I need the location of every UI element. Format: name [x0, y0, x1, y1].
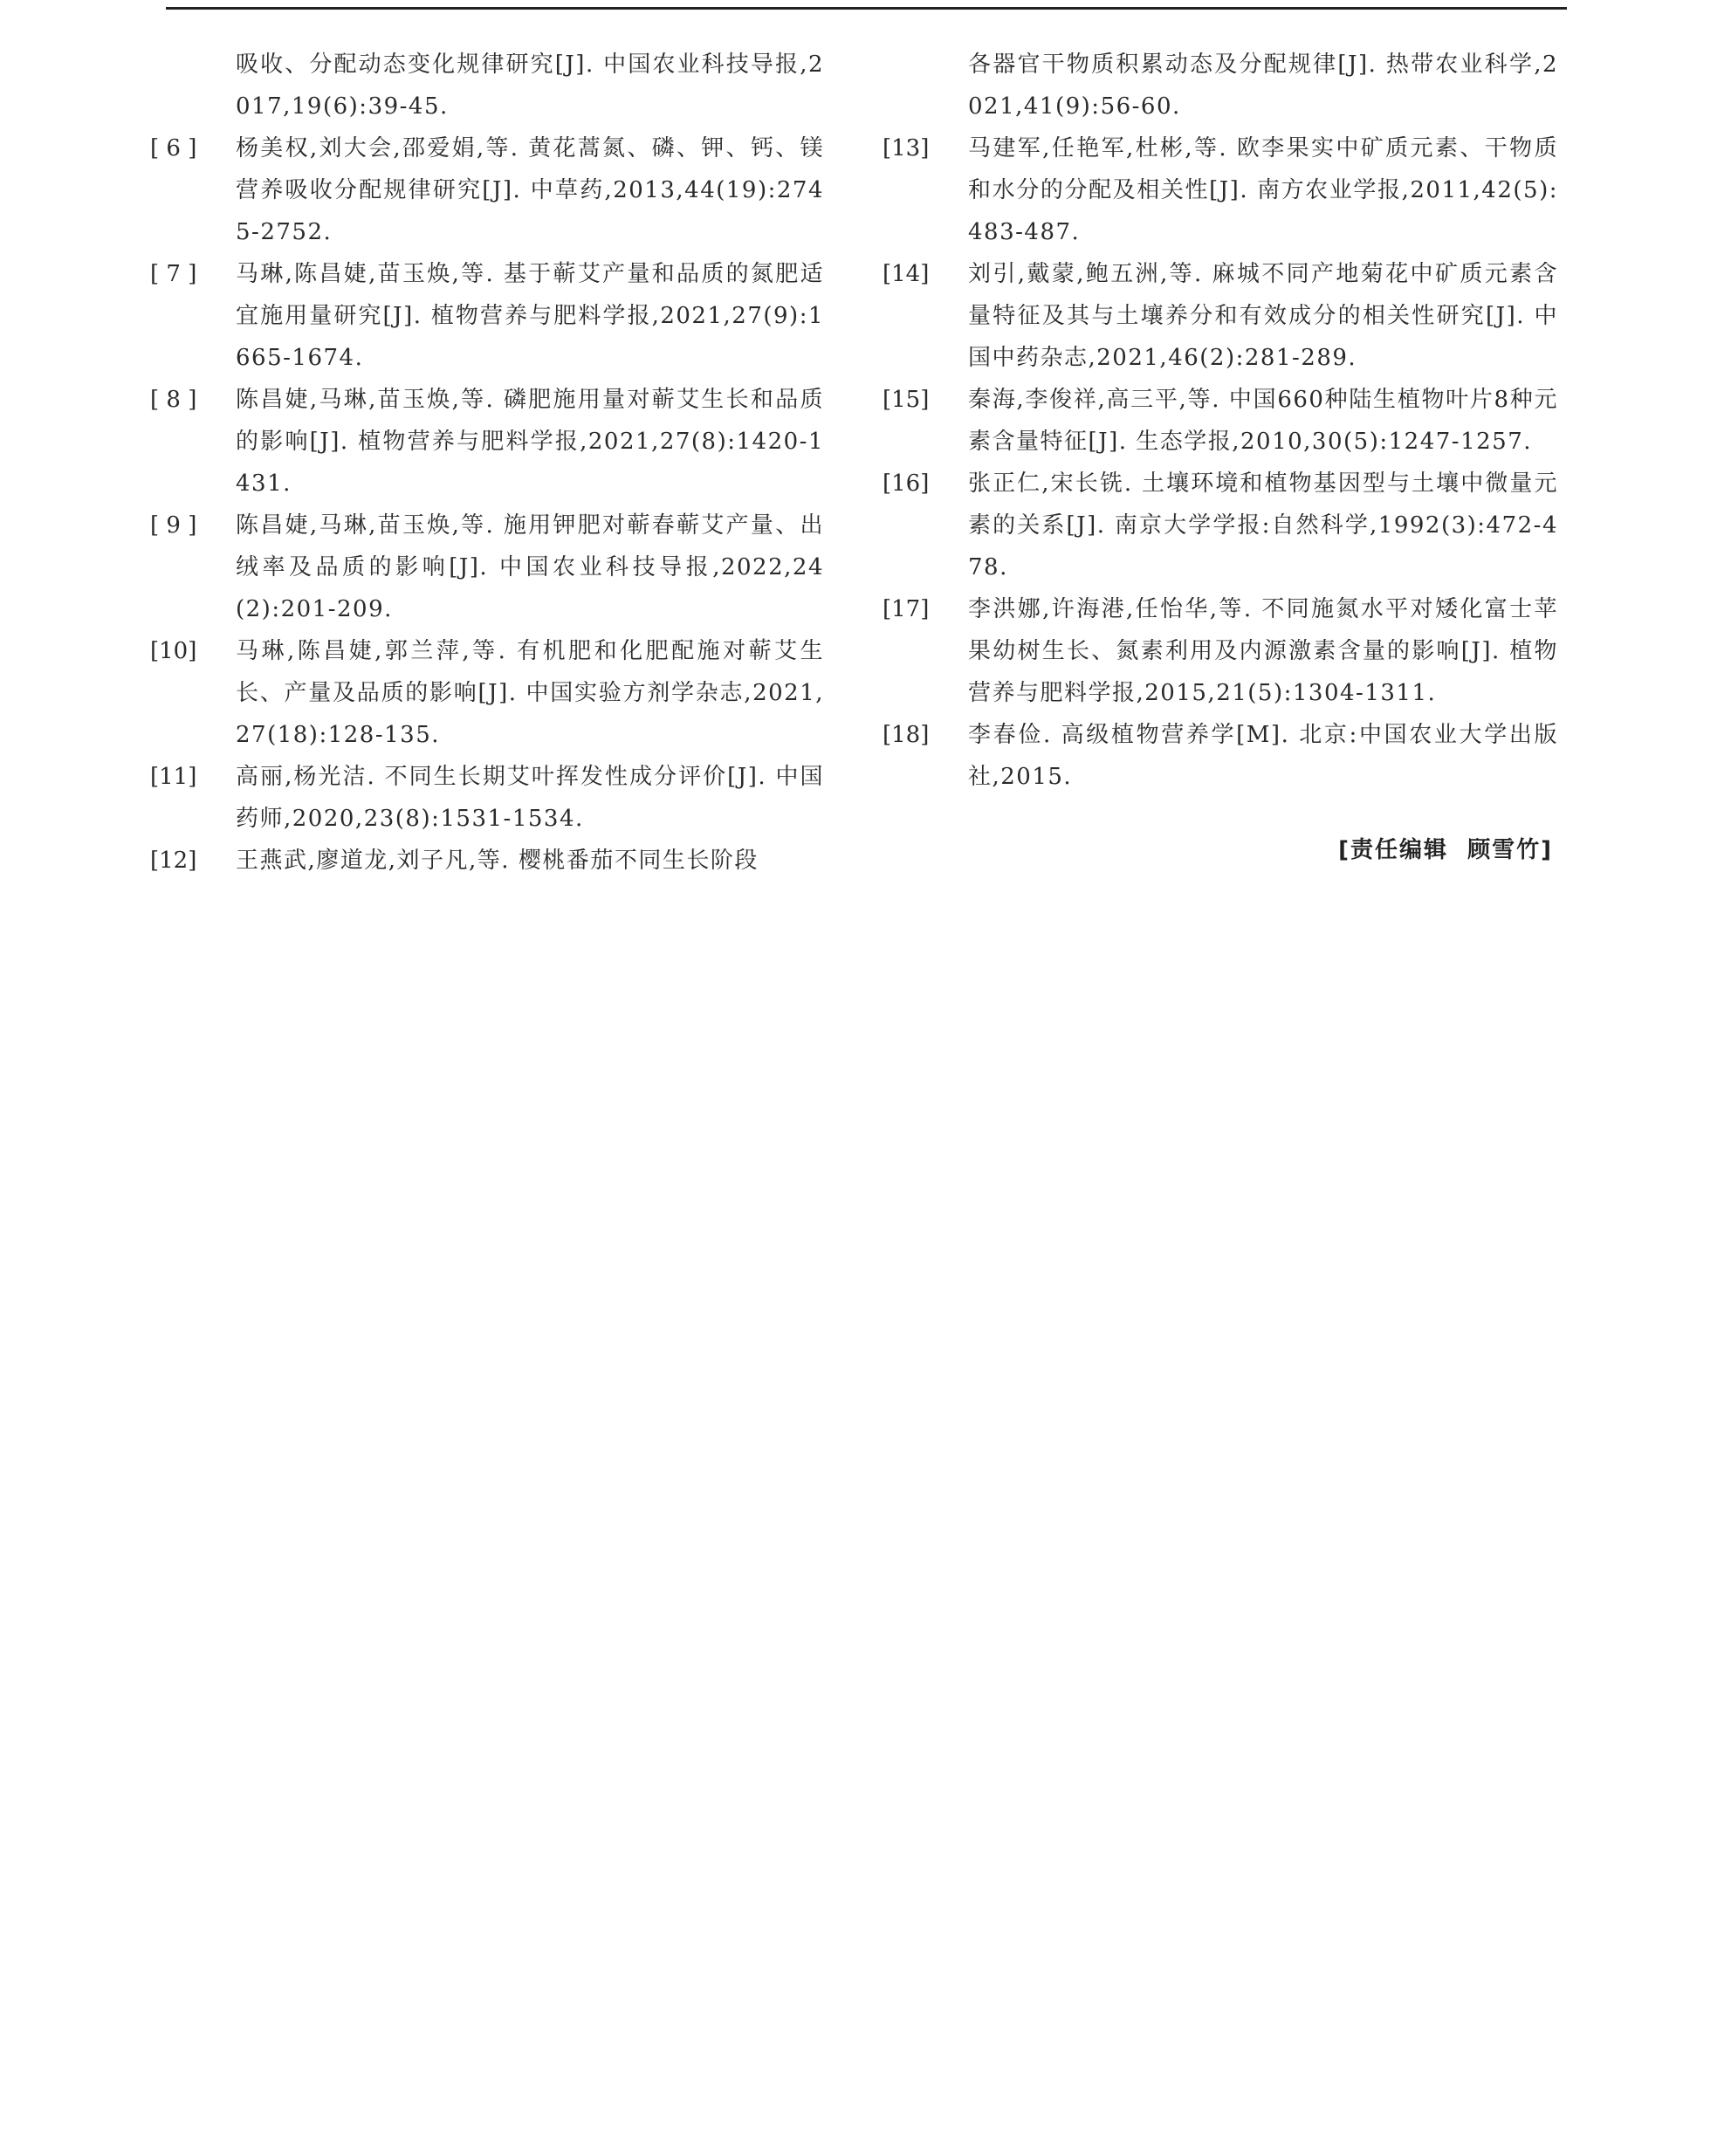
- reference-text: 李洪娜,许海港,任怡华,等. 不同施氮水平对矮化富士苹果幼树生长、氮素利用及内源激素含量的影响[J]. 植物营养与肥料学报,2015,21(5):1304-1311.: [968, 596, 1558, 706]
- reference-item: [883, 588, 1558, 714]
- reference-text: 马琳,陈昌婕,苗玉焕,等. 基于蕲艾产量和品质的氮肥适宜施用量研究[J]. 植物营养与肥料学报,2021,27(9):1665-1674.: [236, 261, 824, 371]
- reference-item: [150, 253, 824, 379]
- reference-item: [883, 714, 1558, 798]
- reference-item: [150, 127, 824, 253]
- reference-number: [16]: [883, 470, 930, 497]
- reference-number: [10]: [150, 638, 197, 664]
- reference-text: 李春俭. 高级植物营养学[M]. 北京:中国农业大学出版社,2015.: [968, 722, 1558, 790]
- reference-continuation: [883, 44, 1558, 127]
- reference-text: 陈昌婕,马琳,苗玉焕,等. 施用钾肥对蕲春蕲艾产量、出绒率及品质的影响[J]. 中国农业科技导报,2022,24(2):201-209.: [236, 512, 824, 622]
- reference-text: 刘引,戴蒙,鲍五洲,等. 麻城不同产地菊花中矿质元素含量特征及其与土壤养分和有效成分的相关性研究[J]. 中国中药杂志,2021,46(2):281-289.: [968, 261, 1558, 371]
- reference-item: [150, 379, 824, 505]
- reference-number: [11]: [150, 764, 197, 790]
- reference-number: [ 8 ]: [150, 387, 197, 413]
- reference-text: 陈昌婕,马琳,苗玉焕,等. 磷肥施用量对蕲艾生长和品质的影响[J]. 植物营养与肥料学报,2021,27(8):1420-1431.: [236, 387, 824, 497]
- reference-text: 高丽,杨光洁. 不同生长期艾叶挥发性成分评价[J]. 中国药师,2020,23(8):1531-1534.: [236, 764, 824, 832]
- reference-text: 各器官干物质积累动态及分配规律[J]. 热带农业科学,2021,41(9):56-60.: [968, 51, 1558, 120]
- reference-number: [ 7 ]: [150, 261, 197, 287]
- reference-number: [ 9 ]: [150, 512, 197, 539]
- reference-item: [883, 127, 1558, 253]
- reference-continuation: [150, 44, 824, 127]
- reference-text: 吸收、分配动态变化规律研究[J]. 中国农业科技导报,2017,19(6):39-45.: [236, 51, 824, 120]
- reference-text: 马琳,陈昌婕,郭兰萍,等. 有机肥和化肥配施对蕲艾生长、产量及品质的影响[J]. 中国实验方剂学杂志,2021,27(18):128-135.: [236, 638, 824, 748]
- reference-text: 马建军,任艳军,杜彬,等. 欧李果实中矿质元素、干物质和水分的分配及相关性[J]. 南方农业学报,2011,42(5):483-487.: [968, 135, 1558, 245]
- left-column: [150, 44, 824, 882]
- reference-text: 杨美权,刘大会,邵爱娟,等. 黄花蒿氮、磷、钾、钙、镁营养吸收分配规律研究[J]. 中草药,2013,44(19):2745-2752.: [236, 135, 824, 245]
- reference-text: 张正仁,宋长铣. 土壤环境和植物基因型与土壤中微量元素的关系[J]. 南京大学学报:自然科学,1992(3):472-478.: [968, 470, 1558, 580]
- reference-item: [150, 756, 824, 840]
- reference-text: 秦海,李俊祥,高三平,等. 中国660种陆生植物叶片8种元素含量特征[J]. 生态学报,2010,30(5):1247-1257.: [968, 387, 1558, 455]
- reference-number: [13]: [883, 135, 930, 161]
- reference-item: [150, 630, 824, 756]
- right-column: [883, 44, 1558, 798]
- reference-number: [18]: [883, 722, 930, 748]
- reference-number: [14]: [883, 261, 930, 287]
- reference-number: [12]: [150, 848, 197, 874]
- reference-item: [883, 253, 1558, 379]
- reference-number: [ 6 ]: [150, 135, 197, 161]
- reference-number: [15]: [883, 387, 930, 413]
- reference-item: [150, 505, 824, 630]
- responsible-editor: [责任编辑 顾雪竹]: [1338, 837, 1553, 863]
- header-rule: [166, 7, 1567, 10]
- reference-number: [17]: [883, 596, 930, 622]
- reference-item: [150, 840, 824, 882]
- reference-item: [883, 379, 1558, 463]
- reference-item: [883, 463, 1558, 588]
- reference-text: 王燕武,廖道龙,刘子凡,等. 樱桃番茄不同生长阶段: [236, 848, 759, 874]
